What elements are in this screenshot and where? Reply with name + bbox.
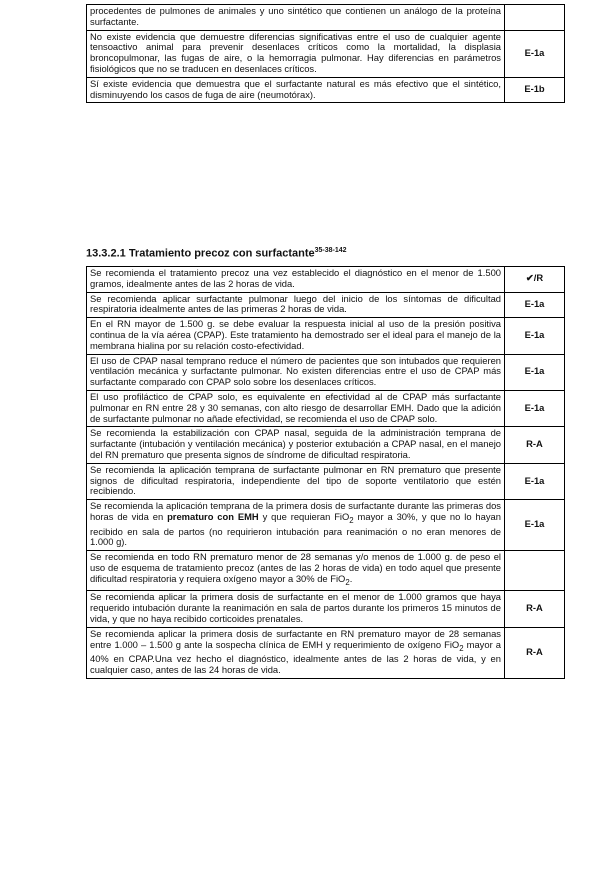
evidence-text: No existe evidencia que demuestre diferencias significativas entre el uso de cualquier agente tensoactivo animal para prevenir desenlaces críticos como la mortalidad, la displasia broncopulmonar, las fugas de aire, o la hemorragia pulmonar. Hay diferencias en parámetros fisiológicos que no se traducen en desenlaces críticos. [87,30,505,77]
table-row [87,318,565,354]
text-part: Se recomienda la aplicación temprana de la primera dosis de surfactante durante las primeras dos horas de vida en [90,500,501,522]
table-row [87,267,565,293]
recommendation-grade: E-1a [505,463,565,499]
text-part: . [349,572,353,584]
subscript: 2 [345,577,350,587]
text-part: mayor a 30%, y que no lo hayan recibido en sala de partos (no requirieron intubación para reanimación o no eran menores de 1.000 g). [90,510,501,548]
recommendation-text: El uso de CPAP nasal temprano reduce el número de pacientes que son intubados que requieren ventilación mecánica y surfactante pulmonar. No existen diferencias entre el uso de CPAP más surfactante comparado con CPAP solo sobre los desenlaces críticos. [87,354,505,390]
table-row [87,427,565,463]
table-row [87,591,565,627]
recommendation-text: Se recomienda aplicar la primera dosis de surfactante en el menor de 1.000 gramos que haya requerido intubación durante la reanimación en sala de partos durante los primeros 15 minutos de vida, y que no haya recibido corticoides prenatales. [87,591,505,627]
section-heading [86,247,347,260]
recommendation-grade: R-A [505,427,565,463]
evidence-table-continued [86,4,565,103]
recommendation-grade: R-A [505,627,565,678]
recommendation-grade: ✔/R [505,267,565,293]
recommendation-text: Se recomienda aplicar surfactante pulmonar luego del inicio de los síntomas de dificultad respiratoria idealmente antes de las primeras 2 horas de vida. [87,292,505,318]
recommendation-grade: E-1a [505,354,565,390]
subscript: 2 [349,515,354,525]
recommendation-text: En el RN mayor de 1.500 g. se debe evaluar la respuesta inicial al uso de la presión positiva continua de la vía aérea (CPAP). Este tratamiento ha demostrado ser el ideal para el manejo de la membrana hialina por su relación costo-efectividad. [87,318,505,354]
table-row [87,500,565,551]
recommendation-grade [505,551,565,591]
text-part: y que requieran FiO [258,510,350,522]
recommendation-text: Se recomienda el tratamiento precoz una vez establecido el diagnóstico en el menor de 1.500 gramos, idealmente antes de las 2 horas de vida. [87,267,505,293]
recommendation-text: El uso profiláctico de CPAP solo, es equivalente en efectividad al de CPAP más surfactante pulmonar en RN entre 28 y 30 semanas, con alto riesgo de desarrollar EMH. Dado que la adición de surfactante pulmonar no añade efectividad, se recomienda el uso de CPAP solo. [87,390,505,426]
recommendation-table [86,266,565,679]
text-part: Se recomienda aplicar la primera dosis de surfactante en RN prematuro mayor de 28 semanas entre 1.000 – 1.500 g ante la sospecha clínica de EMH y requerimiento de oxígeno FiO [90,627,501,650]
table-row [87,354,565,390]
table-row [87,292,565,318]
text-part: Se recomienda en todo RN prematuro menor de 28 semanas y/o menos de 1.000 g. de peso el uso de esquema de tratamiento precoz (antes de las 2 horas de vida) en todo aquel que presente dificultad respiratoria y requiera oxígeno mayor a 30% de FiO [90,551,501,584]
subscript: 2 [459,643,464,653]
recommendation-grade: R-A [505,591,565,627]
recommendation-grade: E-1a [505,292,565,318]
table-row [87,463,565,499]
recommendation-grade: E-1a [505,390,565,426]
evidence-text: Sí existe evidencia que demuestra que el surfactante natural es más efectivo que el sintético, disminuyendo los casos de fuga de aire (neumotórax). [87,77,505,103]
recommendation-text [87,627,505,678]
table-row [87,30,565,77]
evidence-grade: E-1a [505,30,565,77]
recommendation-text: Se recomienda la aplicación temprana de surfactante pulmonar en RN prematuro que presente signos de dificultad respiratoria, independiente del tipo de soporte ventilatorio que estén recibiendo. [87,463,505,499]
text-part: mayor a 40% en CPAP.Una vez hecho el diagnóstico, idealmente antes de las 2 horas de vida, y en cualquier caso, antes de las 24 horas de vida. [90,638,501,676]
evidence-grade [505,5,565,31]
table-row [87,77,565,103]
table-row [87,627,565,678]
table-row [87,390,565,426]
section-heading-refs: 35-38-142 [314,247,347,254]
emphasis-text: prematuro con EMH [167,510,259,522]
recommendation-text: Se recomienda la estabilización con CPAP nasal, seguida de la administración temprana de surfactante (intubación y ventilación mecánica) y posterior extubación a CPAP nasal, en el manejo del RN prematuro que presenta signos de síndrome de dificultad respiratoria. [87,427,505,463]
evidence-grade: E-1b [505,77,565,103]
table-row [87,551,565,591]
table-row [87,5,565,31]
recommendation-text [87,551,505,591]
section-heading-text: 13.3.2.1 Tratamiento precoz con surfactante [86,247,315,260]
evidence-text: procedentes de pulmones de animales y uno sintético que contienen un análogo de la proteína surfactante. [87,5,505,31]
recommendation-text [87,500,505,551]
recommendation-grade: E-1a [505,318,565,354]
recommendation-grade: E-1a [505,500,565,551]
